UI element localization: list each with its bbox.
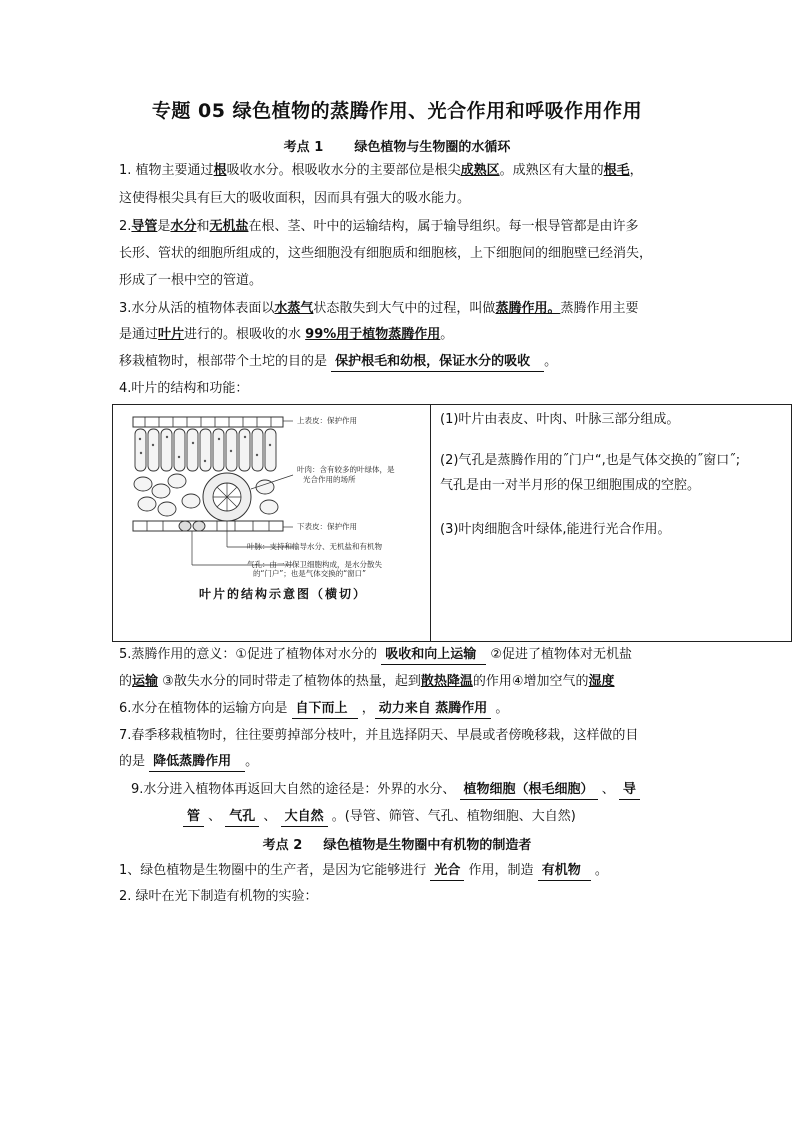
- text: 吸收水分。根吸收水分的主要部位是根尖: [226, 163, 461, 178]
- answer-text: 湿度: [588, 674, 615, 689]
- answer-blank: 保护根毛和幼根，保证水分的吸收: [331, 353, 544, 372]
- text: 。: [245, 754, 259, 769]
- text: 作用，制造: [464, 863, 538, 878]
- note-item: (1)叶片由表皮、叶肉、叶脉三部分组成。: [440, 412, 680, 427]
- answer-blank: 吸收和向上运输: [381, 646, 486, 665]
- upper-epidermis-label: 上表皮：保护作用: [297, 416, 357, 425]
- text: 1. 植物主要通过: [119, 163, 214, 178]
- text: 和: [196, 219, 210, 234]
- paragraph-line: [119, 700, 508, 719]
- answer-blank: 大自然: [281, 808, 328, 827]
- section-label: 考点 2: [262, 838, 303, 853]
- section-label: 考点 1: [283, 140, 324, 155]
- paragraph-line: 长形、管状的细胞所组成的，这些细胞没有细胞质和细胞核，上下细胞间的细胞壁已经消失，: [119, 246, 653, 261]
- answer-text: 叶片: [158, 327, 185, 342]
- text: 9.水分进入植物体再返回大自然的途径是：外界的水分、: [131, 782, 460, 797]
- paragraph-line: 4.叶片的结构和功能：: [119, 381, 249, 396]
- text: 。: [590, 863, 608, 878]
- section-heading-2: [0, 834, 794, 853]
- paragraph-line: 形成了一根中空的管道。: [119, 273, 263, 288]
- answer-text: 散热降温: [420, 674, 473, 689]
- answer-blank: 气孔: [225, 808, 259, 827]
- note-item: (3)叶肉细胞含叶绿体,能进行光合作用。: [440, 522, 671, 537]
- text: 移栽植物时，根部带个土坨的目的是: [119, 354, 332, 369]
- stoma-label-cont: 的“门户”；也是气体交换的“窗口”: [253, 569, 367, 578]
- paragraph-line: [119, 673, 615, 691]
- answer-text: 99%用于植物蒸腾作用: [305, 327, 441, 342]
- text: ，: [629, 163, 643, 178]
- answer-text: 蒸腾作用。: [495, 301, 561, 316]
- text: 3.水分从活的植物体表面以: [119, 301, 275, 316]
- lower-epidermis-label: 下表皮：保护作用: [297, 522, 357, 531]
- answer-text: 导管: [131, 219, 158, 234]
- answer-blank: 自下而上: [292, 700, 358, 719]
- paragraph-line: [119, 300, 638, 318]
- answer-blank: 光合: [430, 862, 464, 881]
- paragraph-line: [119, 162, 643, 180]
- text: 是通过: [119, 327, 159, 342]
- paragraph-line: [119, 862, 608, 881]
- note-item: (2)气孔是蒸腾作用的˝门户“,也是气体交换的˝窗口˝;: [440, 453, 741, 468]
- note-item: 气孔是由一对半月形的保卫细胞围成的空腔。: [440, 478, 701, 493]
- answer-blank: 降低蒸腾作用: [149, 753, 245, 772]
- text: 。成熟区有大量的: [499, 163, 604, 178]
- mesophyll-label-cont: 光合作用的场所: [303, 475, 356, 484]
- text: 。: [440, 327, 454, 342]
- answer-text: 水蒸气: [274, 301, 314, 316]
- answer-blank: 导: [619, 781, 640, 800]
- answer-text: 水分: [170, 219, 197, 234]
- text: 、: [597, 782, 619, 797]
- answer-blank: 有机物: [538, 862, 591, 881]
- text: 是: [157, 219, 171, 234]
- answer-blank: 动力来自 蒸腾作用: [375, 700, 492, 719]
- answer-text: 运输: [132, 674, 159, 689]
- paragraph-line: 7.春季移栽植物时，往往要剪掉部分枝叶，并且选择阴天、早晨或者傍晚移栽，这样做的目: [119, 728, 639, 743]
- answer-text: 根: [213, 163, 227, 178]
- text: 状态散失到大气中的过程，叫做: [313, 301, 496, 316]
- text: 、: [259, 809, 281, 824]
- paragraph-line: [119, 353, 557, 372]
- text: 在根、茎、叶中的运输结构，属于输导组织。每一根导管都是由许多: [248, 219, 639, 234]
- table-divider: [430, 405, 431, 641]
- text: 。: [491, 701, 509, 716]
- text: 、: [204, 809, 226, 824]
- answer-blank: 管: [183, 808, 204, 827]
- leaf-cross-section-figure: [127, 409, 417, 639]
- text: 。: [544, 354, 558, 369]
- page-title: 专题 05 绿色植物的蒸腾作用、光合作用和呼吸作用作用: [151, 100, 643, 122]
- section-name: 绿色植物是生物圈中有机物的制造者: [323, 838, 532, 853]
- text: 6.水分在植物体的运输方向是: [119, 701, 292, 716]
- answer-text: 根毛: [603, 163, 630, 178]
- text: 蒸腾作用主要: [560, 301, 639, 316]
- vein-label: 叶脉：支持和输导水分、无机盐和有机物: [247, 542, 382, 551]
- section-name: 绿色植物与生物圈的水循环: [354, 140, 511, 155]
- answer-blank: 植物细胞（根毛细胞）: [460, 781, 598, 800]
- paragraph-line: [119, 646, 632, 665]
- text: 的作用④增加空气的: [472, 674, 589, 689]
- paragraph-line: [119, 753, 258, 772]
- paragraph-line: [119, 326, 453, 344]
- paragraph-line: [183, 808, 576, 827]
- figure-caption: 叶片的结构示意图（横切）: [199, 587, 368, 601]
- text: 的: [119, 674, 133, 689]
- text: 2.: [119, 219, 132, 234]
- mesophyll-label: 叶肉：含有较多的叶绿体，是: [297, 465, 395, 474]
- paragraph-line: [119, 218, 639, 236]
- paragraph-line: [131, 781, 640, 800]
- leaf-structure-table: [112, 404, 792, 642]
- text: (导管、筛管、气孔、植物细胞、大自然): [344, 809, 576, 824]
- text: 的是: [119, 754, 150, 769]
- answer-text: 成熟区: [460, 163, 500, 178]
- text: ，: [357, 701, 375, 716]
- text: 5.蒸腾作用的意义：①促进了植物体对水分的: [119, 647, 382, 662]
- stoma-label: 气孔：由一对保卫细胞构成，是水分散失: [247, 560, 382, 569]
- text: 进行的。根吸收的水: [184, 327, 306, 342]
- section-heading-1: [0, 136, 794, 155]
- text: ③散失水分的同时带走了植物体的热量，起到: [158, 674, 421, 689]
- text: ②促进了植物体对无机盐: [486, 647, 633, 662]
- answer-text: 无机盐: [209, 219, 249, 234]
- paragraph-line: 2. 绿叶在光下制造有机物的实验：: [119, 889, 318, 904]
- leaf-diagram: [127, 409, 417, 584]
- paragraph-line: 这使得根尖具有巨大的吸收面积，因而具有强大的吸水能力。: [119, 191, 471, 206]
- text: 。: [327, 809, 345, 824]
- text: 1、绿色植物是生物圈中的生产者，是因为它能够进行: [119, 863, 431, 878]
